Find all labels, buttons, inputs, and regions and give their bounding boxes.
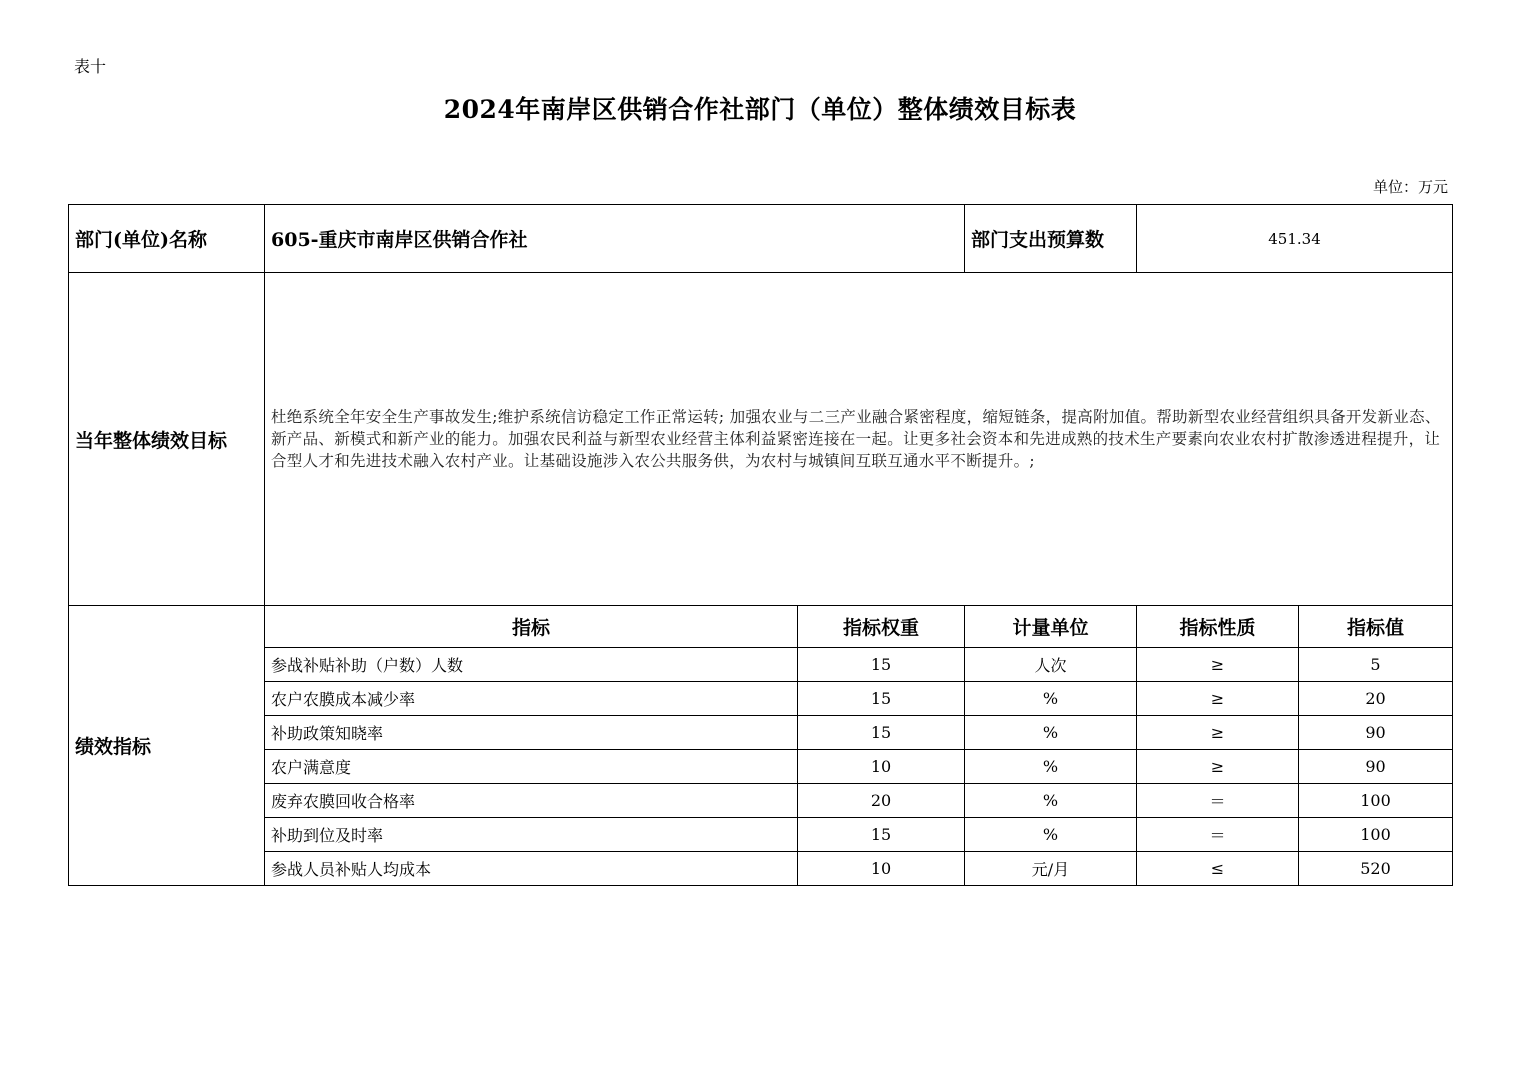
- indicator-nature: ≥: [1137, 716, 1299, 750]
- goal-text: 杜绝系统全年安全生产事故发生;维护系统信访稳定工作正常运转; 加强农业与二三产业融合紧密程度，缩短链条，提高附加值。帮助新型农业经营组织具备开发新业态、新产品、新模式和新产业的能力。加强农民利益与新型农业经营主体利益紧密连接在一起。让更多社会资本和先进成熟的技术生产要素向农业农村扩散渗透进程提升，让合型人才和先进技术融入农村产业。让基础设施涉入农公共服务供，为农村与城镇间互联互通水平不断提升。;: [265, 273, 1453, 606]
- table-row: [69, 682, 1453, 716]
- budget-value: 451.34: [1137, 205, 1453, 273]
- indicator-value: 100: [1299, 784, 1453, 818]
- indicator-name: 废弃农膜回收合格率: [265, 784, 798, 818]
- goal-label: 当年整体绩效目标: [69, 273, 265, 606]
- table-row: [69, 784, 1453, 818]
- indicator-value: 5: [1299, 648, 1453, 682]
- indicator-weight: 10: [798, 750, 965, 784]
- indicator-nature: ≥: [1137, 682, 1299, 716]
- table-row: [69, 648, 1453, 682]
- performance-table: [68, 204, 1453, 886]
- indicator-nature: ≥: [1137, 750, 1299, 784]
- indicator-nature: ＝: [1137, 784, 1299, 818]
- indicator-weight: 20: [798, 784, 965, 818]
- goal-row: [69, 273, 1453, 606]
- unit-label: 单位：万元: [1372, 178, 1448, 196]
- indicator-weight: 10: [798, 852, 965, 886]
- indicator-value: 520: [1299, 852, 1453, 886]
- header-nature: 指标性质: [1137, 606, 1299, 648]
- header-weight: 指标权重: [798, 606, 965, 648]
- indicator-weight: 15: [798, 682, 965, 716]
- header-indicator: 指标: [265, 606, 798, 648]
- indicator-unit: %: [965, 750, 1137, 784]
- indicator-header-row: [69, 606, 1453, 648]
- indicator-weight: 15: [798, 648, 965, 682]
- indicator-nature: ≤: [1137, 852, 1299, 886]
- header-unit: 计量单位: [965, 606, 1137, 648]
- dept-name-label: 部门(单位)名称: [69, 205, 265, 273]
- indicator-weight: 15: [798, 818, 965, 852]
- indicator-name: 农户农膜成本减少率: [265, 682, 798, 716]
- page-title: 2024年南岸区供销合作社部门（单位）整体绩效目标表: [443, 95, 1077, 124]
- indicator-name: 补助政策知晓率: [265, 716, 798, 750]
- dept-name-value: 605-重庆市南岸区供销合作社: [265, 205, 965, 273]
- indicators-label: 绩效指标: [69, 606, 265, 886]
- header-value: 指标值: [1299, 606, 1453, 648]
- indicator-nature: ≥: [1137, 648, 1299, 682]
- indicator-value: 90: [1299, 750, 1453, 784]
- indicator-nature: ＝: [1137, 818, 1299, 852]
- table-row: [69, 716, 1453, 750]
- table-row: [69, 852, 1453, 886]
- table-row: [69, 750, 1453, 784]
- table-row: [69, 818, 1453, 852]
- table-number: 表十: [74, 57, 107, 76]
- indicator-unit: %: [965, 818, 1137, 852]
- dept-row: [69, 205, 1453, 273]
- indicator-unit: 元/月: [965, 852, 1137, 886]
- indicator-value: 90: [1299, 716, 1453, 750]
- indicator-value: 100: [1299, 818, 1453, 852]
- indicator-name: 补助到位及时率: [265, 818, 798, 852]
- indicator-weight: 15: [798, 716, 965, 750]
- budget-label: 部门支出预算数: [965, 205, 1137, 273]
- indicator-unit: %: [965, 784, 1137, 818]
- indicator-unit: 人次: [965, 648, 1137, 682]
- indicator-unit: %: [965, 682, 1137, 716]
- indicator-name: 农户满意度: [265, 750, 798, 784]
- indicator-name: 参战补贴补助（户数）人数: [265, 648, 798, 682]
- indicator-unit: %: [965, 716, 1137, 750]
- indicator-name: 参战人员补贴人均成本: [265, 852, 798, 886]
- indicator-value: 20: [1299, 682, 1453, 716]
